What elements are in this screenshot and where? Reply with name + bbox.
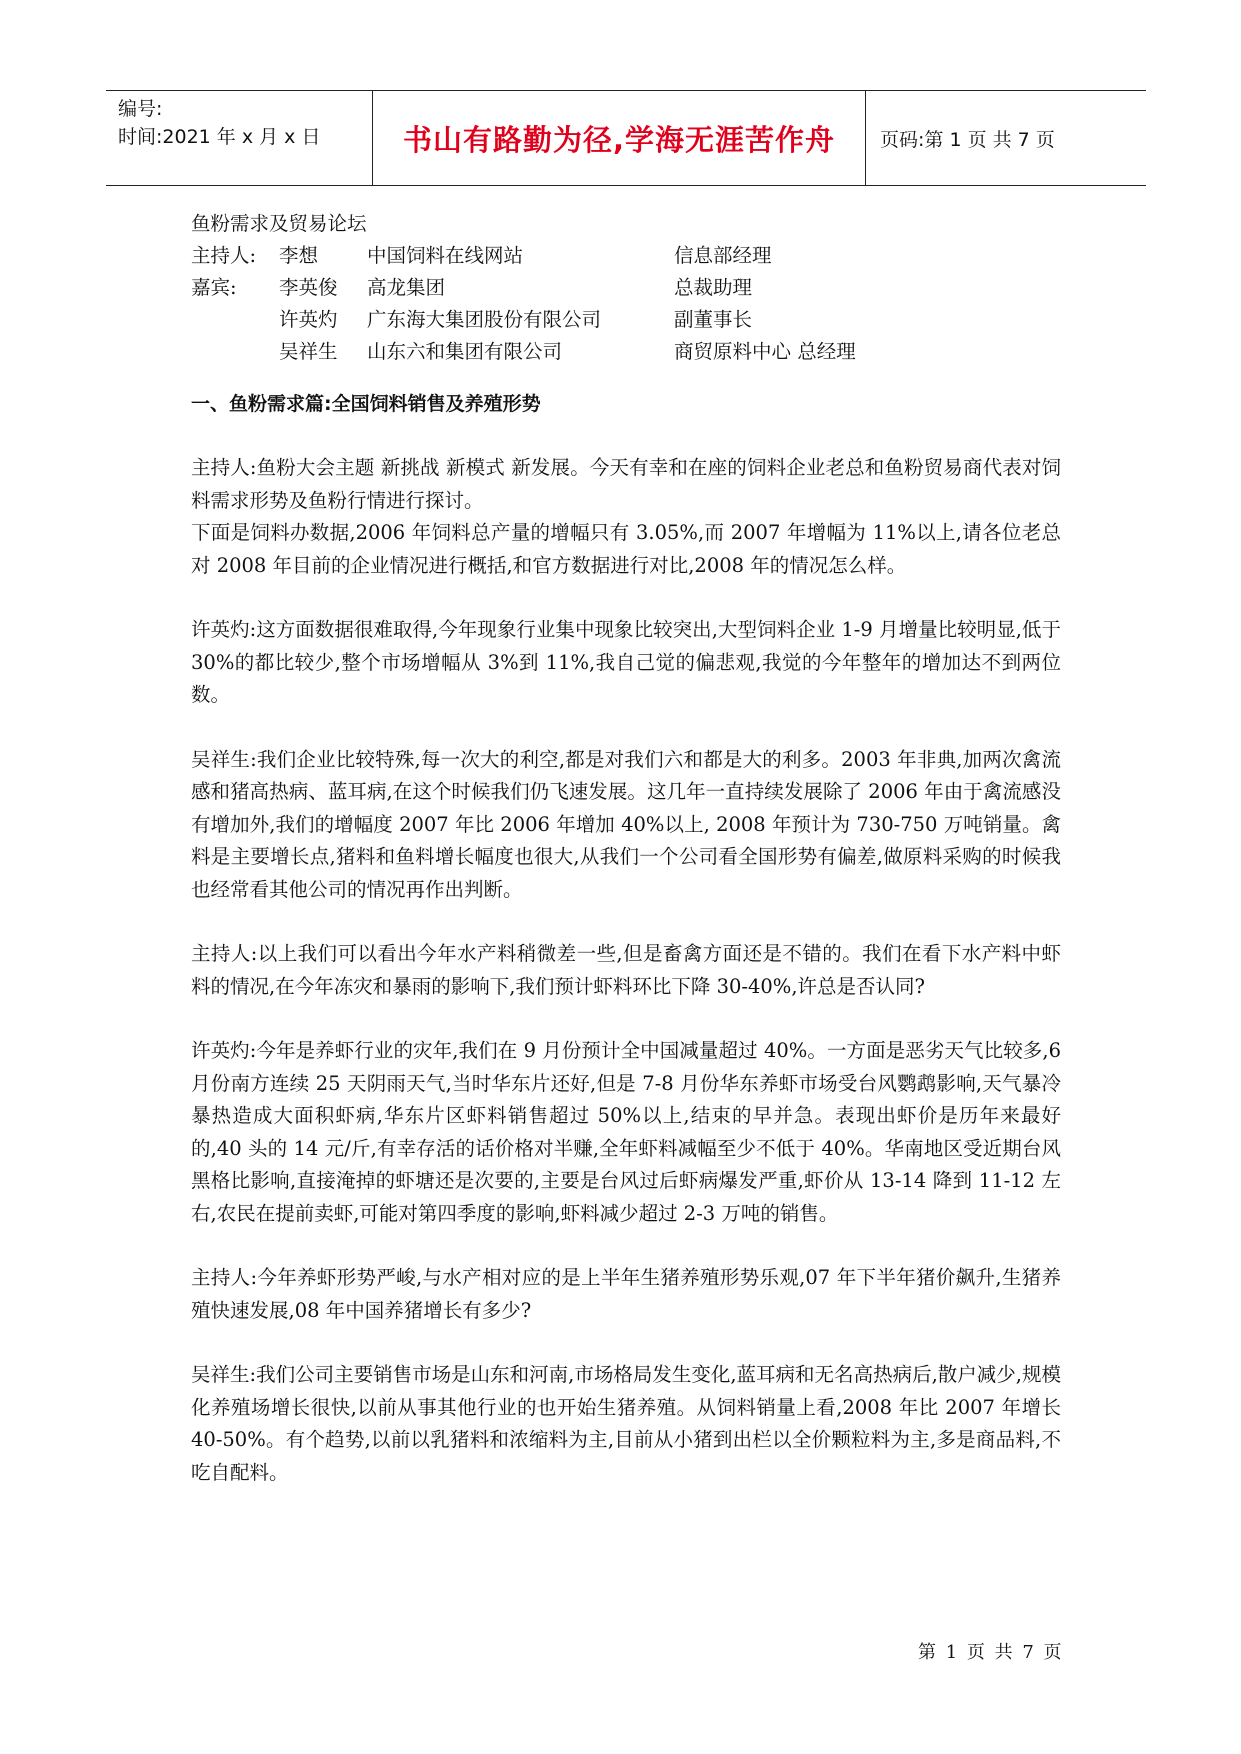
paragraph-group (191, 744, 1061, 907)
participant-row (191, 240, 1061, 272)
paragraph: 许英灼:今年是养虾行业的灾年,我们在 9 月份预计全中国减量超过 40%。一方面是恶劣天气比较多,6 月份南方连续 25 天阴雨天气,当时华东片还好,但是 7-8 月份华东养虾市场受台风鹦鹉影响,天气暴冷暴热造成大面积虾病,华东片区虾料销售超过 50%以上,结束的早并急。表现出虾价是历年来最好的,40 头的 14 元/斤,有幸存活的话价格对半赚,全年虾料减幅至少不低于 40%。华南地区受近期台风黑格比影响,直接淹掉的虾塘还是次要的,主要是台风过后虾病爆发严重,虾价从 13-14 降到 11-12 左右,农民在提前卖虾,可能对第四季度的影响,虾料减少超过 2-3 万吨的销售。 (191, 1039, 1061, 1225)
participant-org: 山东六和集团有限公司 (367, 340, 563, 363)
section-heading: 一、鱼粉需求篇:全国饲料销售及养殖形势 (191, 393, 541, 415)
participant-name: 李想 (279, 244, 319, 267)
participant-row (191, 336, 1061, 368)
participant-name: 李英俊 (279, 276, 338, 299)
participant-row (191, 304, 1061, 336)
participant-name: 吴祥生 (279, 340, 338, 363)
paragraph: 吴祥生:我们公司主要销售市场是山东和河南,市场格局发生变化,蓝耳病和无名高热病后,散户减少,规模化养殖场增长很快,以前从事其他行业的也开始生猪养殖。从饲料销量上看,2008 年比 2007 年增长 40-50%。有个趋势,以前以乳猪料和浓缩料为主,目前从小猪到出栏以全价颗粒料为主,多是商品料,不吃自配料。 (191, 1363, 1061, 1484)
header-left-cell (106, 91, 372, 185)
doc-number-label: 编号: (118, 98, 163, 120)
participant-org: 中国饲料在线网站 (367, 244, 524, 267)
paragraph: 许英灼:这方面数据很难取得,今年现象行业集中现象比较突出,大型饲料企业 1-9 月增量比较明显,低于 30%的都比较少,整个市场增幅从 3%到 11%,我自己觉的偏悲观,我觉的今年整年的增加达不到两位数。 (191, 618, 1061, 706)
paragraph-group (191, 1359, 1061, 1489)
paragraph: 下面是饲料办数据,2006 年饲料总产量的增幅只有 3.05%,而 2007 年增幅为 11%以上,请各位老总对 2008 年目前的企业情况进行概括,和官方数据进行对比,2008 年的情况怎么样。 (191, 521, 1061, 577)
doc-title: 鱼粉需求及贸易论坛 (191, 212, 367, 235)
doc-time-label: 时间:2021 年 x 月 x 日 (118, 126, 321, 148)
participant-org: 高龙集团 (367, 276, 446, 299)
paragraph-group (191, 1035, 1061, 1230)
page-header (106, 90, 1146, 186)
paragraph: 主持人:今年养虾形势严峻,与水产相对应的是上半年生猪养殖形势乐观,07 年下半年猪价飙升,生猪养殖快速发展,08 年中国养猪增长有多少? (191, 1266, 1061, 1322)
paragraph-group (191, 938, 1061, 1003)
paragraph: 主持人:以上我们可以看出今年水产料稍微差一些,但是畜禽方面还是不错的。我们在看下水产料中虾料的情况,在今年冻灾和暴雨的影响下,我们预计虾料环比下降 30-40%,许总是否认同? (191, 942, 1061, 998)
participant-role: 嘉宾: (191, 276, 237, 299)
participant-name: 许英灼 (279, 308, 338, 331)
participant-position: 总裁助理 (674, 276, 753, 299)
participant-position: 商贸原料中心 总经理 (674, 340, 856, 363)
paragraph-group (191, 452, 1061, 582)
paragraph-group (191, 1262, 1061, 1327)
participant-position: 副董事长 (674, 308, 753, 331)
header-page-label: 页码:第 1 页 共 7 页 (880, 128, 1055, 151)
paragraph: 吴祥生:我们企业比较特殊,每一次大的利空,都是对我们六和都是大的利多。2003 年非典,加两次禽流感和猪高热病、蓝耳病,在这个时候我们仍飞速发展。这几年一直持续发展除了 2006 年由于禽流感没有增加外,我们的增幅度 2007 年比 2006 年增加 40%以上, 2008 年预计为 730-750 万吨销量。禽料是主要增长点,猪料和鱼料增长幅度也很大,从我们一个公司看全国形势有偏差,做原料采购的时候我也经常看其他公司的情况再作出判断。 (191, 747, 1061, 901)
page-footer: 第 1 页 共 7 页 (918, 1642, 1062, 1663)
participant-org: 广东海大集团股份有限公司 (367, 308, 602, 331)
header-motto: 书山有路勤为径,学海无涯苦作舟 (372, 91, 866, 185)
document-body (191, 208, 1061, 1489)
participant-position: 信息部经理 (674, 244, 772, 267)
participant-role: 主持人: (191, 244, 257, 267)
paragraph: 主持人:鱼粉大会主题 新挑战 新模式 新发展。今天有幸和在座的饲料企业老总和鱼粉贸易商代表对饲料需求形势及鱼粉行情进行探讨。 (191, 456, 1061, 512)
paragraph-group (191, 614, 1061, 712)
participant-row (191, 272, 1061, 304)
